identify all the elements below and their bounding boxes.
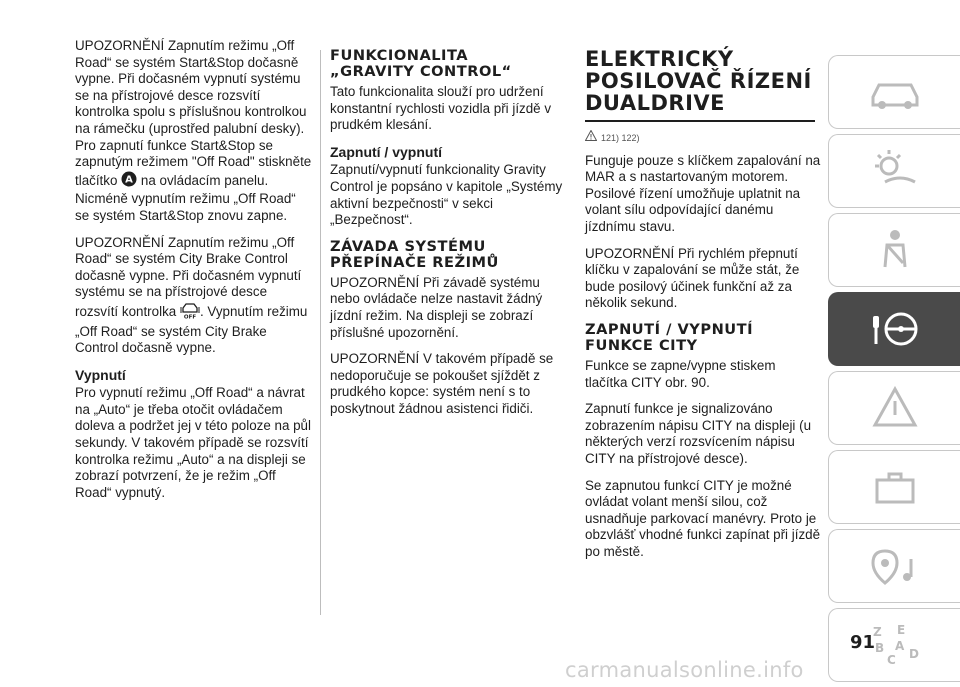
- paragraph-city-usage: Se zapnutou funkcí CITY je možné ovládat volant menší silou, což usnadňuje parkovací manévry. Proto je obzvlášť vhodné funkci zapínat při jízdě po městě.: [585, 477, 821, 559]
- page-number: 91: [850, 632, 876, 653]
- subheading-zapnuti-vypnuti: Zapnutí / vypnutí: [330, 143, 442, 160]
- paragraph-vypnuti: Pro vypnutí režimu „Off Road“ a návrat na „Auto“ je třeba otočit ovládačem doleva a podržet jej v této poloze na půl sekundy. V takovém případě se rozsvítí kontrolka režimu „Auto“ a na displeji se zobrazí potvrzení, že je režim „Off Road“ vypnutý.: [75, 385, 311, 500]
- paragraph-city-indication: Zapnutí funkce je signalizováno zobrazením nápisu CITY na displeji (u některých verzí rozsvícením nápisu CITY na přístrojové desce).: [585, 401, 812, 466]
- watermark: carmanualsonline.info: [565, 658, 804, 682]
- column-middle: [330, 48, 570, 428]
- svg-text:B: B: [874, 641, 884, 655]
- svg-text:A: A: [125, 174, 134, 186]
- tab-multimedia[interactable]: [828, 529, 960, 603]
- tab-emergency[interactable]: [828, 371, 960, 445]
- start-stop-off-icon: [121, 171, 137, 192]
- city-brake-off-icon: [180, 301, 200, 324]
- navigation-music-icon: [865, 541, 925, 591]
- svg-text:C: C: [886, 653, 896, 667]
- heading-dualdrive: ELEKTRICKÝ POSILOVAČ ŘÍZENÍ DUALDRIVE: [585, 47, 812, 115]
- svg-text:Z: Z: [872, 625, 882, 639]
- paragraph-city-toggle: Funkce se zapne/vypne stiskem tlačítka CITY obr. 90.: [585, 357, 776, 390]
- column-right: [585, 48, 821, 570]
- car-icon: [865, 67, 925, 117]
- tab-safety[interactable]: [828, 213, 960, 287]
- paragraph-descent-warning: UPOZORNĚNÍ V takovém případě se nedoporučuje se pokoušet sjíždět z prudkého kopce: systém není s to poskytnout žádnou asistenci řidiči.: [330, 351, 554, 416]
- warning-triangle-icon: [865, 383, 925, 433]
- paragraph-start-stop-warning: UPOZORNĚNÍ Zapnutím režimu „Off Road“ se systém Start&Stop dočasně vypne. Při dočasném vypnutí systému se na přístrojové desce rozsvítí kontrolka spolu s příslušnou kontrolkou na rámečku (uprostřed palubní desky). Pro zapnutí funkce Start&Stop se zapnutým režimem "Off Road" stiskněte tlačítko A na ovládacím panelu. Nicméně vypnutím režimu „Off Road“ se systém Start&Stop znovu zapne.: [75, 38, 312, 223]
- warning-triangle-icon: [585, 130, 597, 147]
- toolbox-icon: [865, 462, 925, 512]
- subheading-vypnuti: Vypnutí: [75, 366, 126, 383]
- paragraph-fault-warning: UPOZORNĚNÍ Při závadě systému nebo ovládače nelze nastavit žádný jízdní režim. Na displeji se zobrazí příslušné upozornění.: [330, 274, 543, 340]
- heading-city-function: ZAPNUTÍ / VYPNUTÍ FUNKCE CITY: [585, 320, 754, 354]
- tab-steering[interactable]: [828, 292, 960, 366]
- column-divider: [320, 50, 321, 615]
- key-steering-wheel-icon: [865, 304, 925, 354]
- paragraph-dualdrive-warning: UPOZORNĚNÍ Při rychlém přepnutí klíčku v zapalování se může stát, že bude posilový účinek funkční až za několik sekund.: [585, 245, 800, 311]
- paragraph-gravity-toggle: Zapnutí/vypnutí funkcionality Gravity Control je popsáno v kapitole „Systémy aktivní bezpečnosti“ v sekci „Bezpečnost“.: [330, 162, 563, 228]
- tab-dashboard-lights[interactable]: [828, 134, 960, 208]
- svg-text:D: D: [908, 647, 919, 661]
- chapter-tabs: [828, 55, 960, 687]
- tab-maintenance[interactable]: [828, 450, 960, 524]
- heading-system-fault: ZÁVADA SYSTÉMU PŘEPÍNAČE REŽIMŮ: [330, 237, 499, 271]
- column-left: [75, 38, 313, 511]
- warning-references: 121) 122): [585, 130, 821, 147]
- svg-text:E: E: [896, 623, 905, 637]
- svg-text:OFF: OFF: [183, 314, 197, 319]
- heading-gravity-control: FUNKCIONALITA „GRAVITY CONTROL“: [330, 47, 512, 80]
- seatbelt-person-icon: [865, 225, 925, 275]
- paragraph-dualdrive-intro: Funguje pouze s klíčkem zapalování na MAR a s nastartovaným motorem. Posilové řízení umožňuje uplatnit na volant sílu odpovídající danému jízdnímu stavu.: [585, 152, 821, 234]
- tab-index[interactable]: [828, 608, 960, 682]
- paragraph-city-brake-warning: UPOZORNĚNÍ Zapnutím režimu „Off Road“ se systém City Brake Control dočasně vypne. Při dočasném vypnutí systému se na přístrojové desce rozsvítí kontrolka OFF . Vypnutím režimu „Off Road“ se systém City Brake Control dočasně vypne.: [75, 234, 308, 356]
- svg-text:A: A: [894, 639, 904, 653]
- paragraph-gravity-intro: Tato funkcionalita slouží pro udržení konstantní rychlosti vozidla při jízdě v prudkém klesání.: [330, 84, 552, 133]
- tab-car[interactable]: [828, 55, 960, 129]
- heading-rule: [585, 120, 815, 122]
- dashboard-lights-icon: [865, 146, 925, 196]
